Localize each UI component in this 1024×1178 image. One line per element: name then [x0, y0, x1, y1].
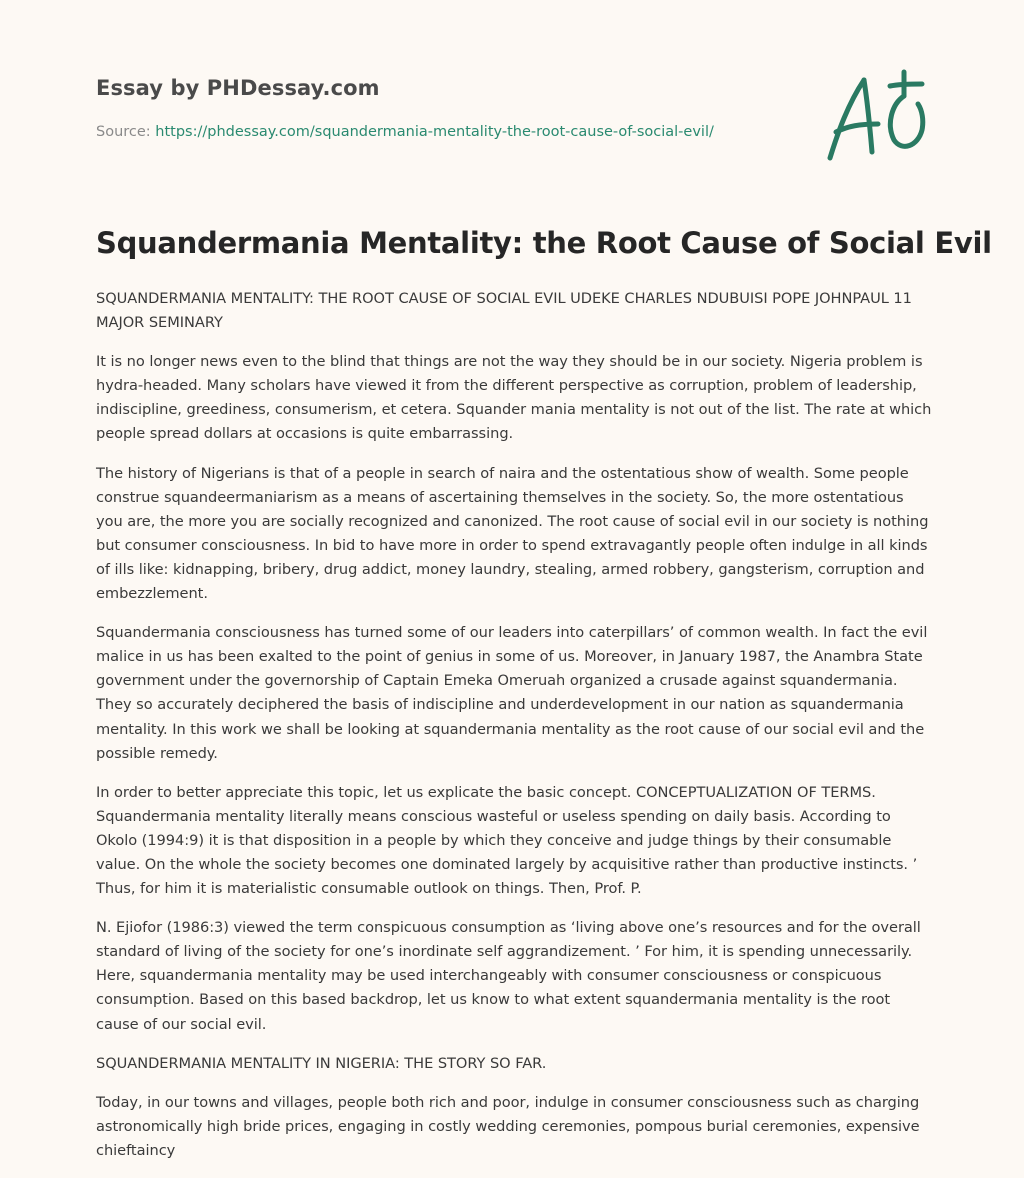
- source-link[interactable]: https://phdessay.com/squandermania-mentality-the-root-cause-of-social-evil/: [155, 124, 714, 140]
- source-label: Source:: [96, 124, 151, 140]
- essay-paragraph: It is no longer news even to the blind that things are not the way they should be in our society. Nigeria problem is hydra-headed. Many scholars have viewed it from the different perspective as corruption, problem of leadership, indiscipline, greediness, consumerism, et cetera. Squander mania mentality is not out of the list. The rate at which people spread dollars at occasions is quite embarrassing.: [96, 353, 932, 443]
- essay-title: Squandermania Mentality: the Root Cause of Social Evil: [96, 226, 992, 260]
- essay-section-heading: SQUANDERMANIA MENTALITY IN NIGERIA: THE STORY SO FAR.: [96, 1054, 547, 1072]
- essay-paragraph: Squandermania consciousness has turned some of our leaders into caterpillars’ of common wealth. In fact the evil malice in us has been exalted to the point of genius in some of us. Moreover, in January 1987, the Anambra State government under the governorship of Captain Emeka Omeruah organized a crusade against squandermania. They so accurately deciphered the basis of indiscipline and underdevelopment in our nation as squandermania mentality. In this work we shall be looking at squandermania mentality as the root cause of our social evil and the possible remedy.: [96, 624, 928, 762]
- essay-paragraph: The history of Nigerians is that of a people in search of naira and the ostentatious show of wealth. Some people construe squandeermaniarism as a means of ascertaining themselves in the society. So, the more ostentatious you are, the more you are socially recognized and canonized. The root cause of social evil in our society is nothing but consumer consciousness. In bid to have more in order to spend extravagantly people often indulge in all kinds of ills like: kidnapping, bribery, drug addict, money laundry, stealing, armed robbery, gangsterism, corruption and embezzlement.: [96, 464, 929, 603]
- essay-paragraph: In order to better appreciate this topic, let us explicate the basic concept. CONCEPTUALIZATION OF TERMS. Squandermania mentality literally means conscious wasteful or useless spending on daily basis. According to Okolo (1994:9) it is that disposition in a people by which they conceive and judge things by their consumable value. On the whole the society becomes one dominated largely by acquisitive rather than productive instincts. ’ Thus, for him it is materialistic consumable outlook on things. Then, Prof. P.: [96, 783, 918, 898]
- essay-paragraph: Today, in our towns and villages, people both rich and poor, indulge in consumer consciousness such as charging astronomically high bride prices, engaging in costly wedding ceremonies, pompous burial ceremonies, expensive chieftaincy: [96, 1093, 920, 1159]
- essay-body: [96, 287, 932, 1178]
- a-plus-logo-icon: [822, 66, 932, 166]
- site-brand: Essay by PHDessay.com: [96, 76, 380, 100]
- essay-paragraph: N. Ejiofor (1986:3) viewed the term conspicuous consumption as ‘living above one’s resources and for the overall standard of living of the society for one’s inordinate self aggrandizement. ’ For him, it is spending unnecessarily. Here, squandermania mentality may be used interchangeably with consumer consciousness or conspicuous consumption. Based on this based backdrop, let us know to what extent squandermania mentality is the root cause of our social evil.: [96, 919, 921, 1033]
- essay-paragraph: SQUANDERMANIA MENTALITY: THE ROOT CAUSE OF SOCIAL EVIL UDEKE CHARLES NDUBUISI POPE JOHNPAUL 11 MAJOR SEMINARY: [96, 290, 912, 332]
- source-line: [96, 124, 714, 140]
